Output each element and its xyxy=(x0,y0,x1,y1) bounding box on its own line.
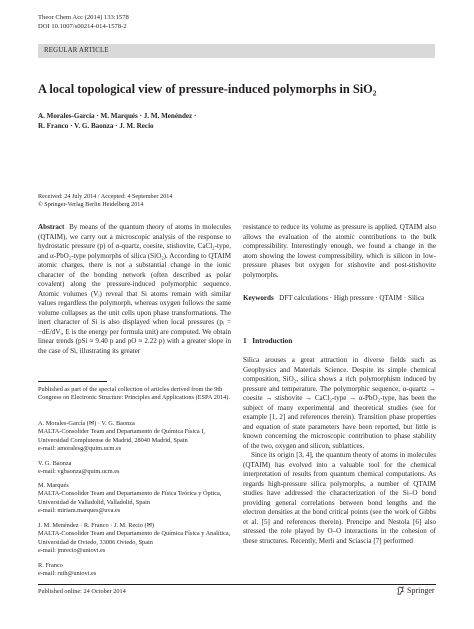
copyright-line: © Springer-Verlag Berlin Heidelberg 2014 xyxy=(38,201,144,209)
paper-title: A local topological view of pressure-induced polymorphs in SiO₂ xyxy=(38,82,377,96)
journal-citation: Theor Chem Acc (2014) 133:1578 xyxy=(38,14,129,21)
published-online: Published online: 24 October 2014 xyxy=(38,588,126,595)
received-dates xyxy=(38,193,298,209)
section-number: 1 xyxy=(243,336,247,345)
affiliation-names: V. G. Baonza xyxy=(38,460,72,467)
article-type-label: REGULAR ARTICLE xyxy=(44,46,109,54)
article-type-band xyxy=(38,44,435,58)
abstract-continued: resistance to reduce its volume as pressure is applied. QTAIM also allows the evaluation of the atomic contributions to the bulk compressibility. Interestingly enough, we found a change in the atom showing the lowest compressibility, which is silicon in low-pressure phases but oxygen for stishovite and post-stishovite polymorphs. xyxy=(243,223,436,279)
keywords-text: DFT calculations · High pressure · QTAIM · Silica xyxy=(279,294,425,302)
affiliation-email[interactable]: e-mail: vgbaonza@quim.ucm.es xyxy=(38,468,120,476)
affiliation-org: MALTA-Consolider Team and Departamento de Química Física y Analítica, Universidad de Oviedo, 33006 Oviedo, Spain xyxy=(38,530,231,546)
abstract-text: By means of the quantum theory of atoms in molecules (QTAIM), we carry out a microscopic analysis of the response to hydrostatic pressure (p) of α-quartz, coesite, stishovite, CaCl₂-type, and α-PbO₂-type polymorphs of silica (SiO₂). According to QTAIM atomic charges, there is not a substantial change in the ionic character of the bonding network (often described as polar covalent) along the pressure-induced polymorphic sequence. Atomic volumes (Vᵢ) reveal that Si atoms remain with similar values regardless the polymorph, whereas oxygen follows the same volume collapses as the unit cells upon phase transformations. The inert character of Si is also displayed when local pressures (pᵢ = −dE/dVᵢ, E is the energy per formula unit) are computed. We obtain linear trends (pSi ≈ 9.40 p and pO ≈ 2.22 p) with a greater slope in the case of Si, illustrating its greater xyxy=(38,223,232,355)
intro-paragraph-2: Since its origin [3, 4], the quantum theory of atoms in molecules (QTAIM) has evolved into a valuable tool for the chemical interpretation of results from quantum chemical computations. As regards high-pressure silica polymorphs, a number of QTAIM studies have addressed the characterization of the Si–O bond providing general correlations between bond lengths and the electron densities at the bond critical points (see the work of Gibbs et al. [5] and references therein). Prencipe and Nestola [6] also stressed the role played by O–O interactions in the cohesion of these structures. Recently, Merli and Sciascia [7] performed xyxy=(243,451,436,545)
springer-horse-logo-icon xyxy=(396,586,405,595)
affiliation-5 xyxy=(38,562,231,579)
affiliation-email[interactable]: e-mail: jmrecio@uniovi.es xyxy=(38,546,106,554)
affiliation-email[interactable]: e-mail: ruth@uniovi.es xyxy=(38,570,97,578)
affiliation-names: A. Morales-García (✉) · V. G. Baonza xyxy=(38,420,135,427)
section-title: Introduction xyxy=(252,336,293,345)
journal-doi: DOI 10.1007/s00214-014-1578-2 xyxy=(38,22,127,30)
affiliation-org: MALTA-Consolider Team and Departamento de Química Física I, Universidad Complutense de Madrid, 28040 Madrid, Spain xyxy=(38,428,205,444)
journal-header xyxy=(38,14,129,31)
affiliation-names: M. Marqués xyxy=(38,482,69,489)
footer-divider xyxy=(38,584,436,585)
keywords-label: Keywords xyxy=(243,294,274,302)
publisher-mark xyxy=(396,586,435,595)
affiliation-3 xyxy=(38,482,231,515)
author-line-2: R. Franco · V. G. Baonza · J. M. Recio xyxy=(38,122,154,130)
affiliation-email[interactable]: e-mail: amoralesg@quim.ucm.es xyxy=(38,444,122,452)
received-accepted: Received: 24 July 2014 / Accepted: 4 September 2014 xyxy=(38,193,173,200)
section-heading xyxy=(243,336,292,345)
keywords xyxy=(243,294,436,304)
affiliation-email[interactable]: e-mail: miriam.marques@uva.es xyxy=(38,506,121,514)
publisher-name: Springer xyxy=(407,586,435,595)
introduction-body xyxy=(243,356,436,546)
affiliation-names: R. Franco xyxy=(38,562,63,569)
author-line-1: A. Morales-García · M. Marqués · J. M. Menéndez · xyxy=(38,112,197,120)
affiliation-names: J. M. Menéndez · R. Franco · J. M. Recio (✉) xyxy=(38,522,154,529)
affiliation-org: MALTA-Consolider Team and Departamento de Física Teórica y Óptica, Universidad de Valladolid, Valladolid, Spain xyxy=(38,490,222,506)
abstract-label: Abstract xyxy=(38,223,65,231)
footnote-divider xyxy=(38,381,107,382)
special-collection-footnote: Published as part of the special collection of articles derived from the 9th Congress on Electronic Structure: Principles and Applications (ESPA 2014). xyxy=(38,386,230,402)
intro-paragraph-1: Silica arouses a great attraction in diverse fields such as Geophysics and Materials Science. Despite its simple chemical composition, SiO₂, silica shows a rich polymorphism induced by pressure and temperature. The polymorphic sequence, α-quartz → coesite → stishovite → CaCl₂-type → α-PbO₂-type, has been the subject of many experimental and theoretical studies (see for example [1, 2] and references therein). Transition phase properties and equation of state parameters have been reported, but little is known concerning the microscopic contribution to phase stability of the two, oxygen and silicon, sublattices. xyxy=(243,356,436,450)
affiliation-1 xyxy=(38,420,231,453)
abstract xyxy=(38,223,231,356)
affiliation-4 xyxy=(38,522,231,555)
author-list xyxy=(38,111,298,131)
affiliation-2 xyxy=(38,460,231,477)
